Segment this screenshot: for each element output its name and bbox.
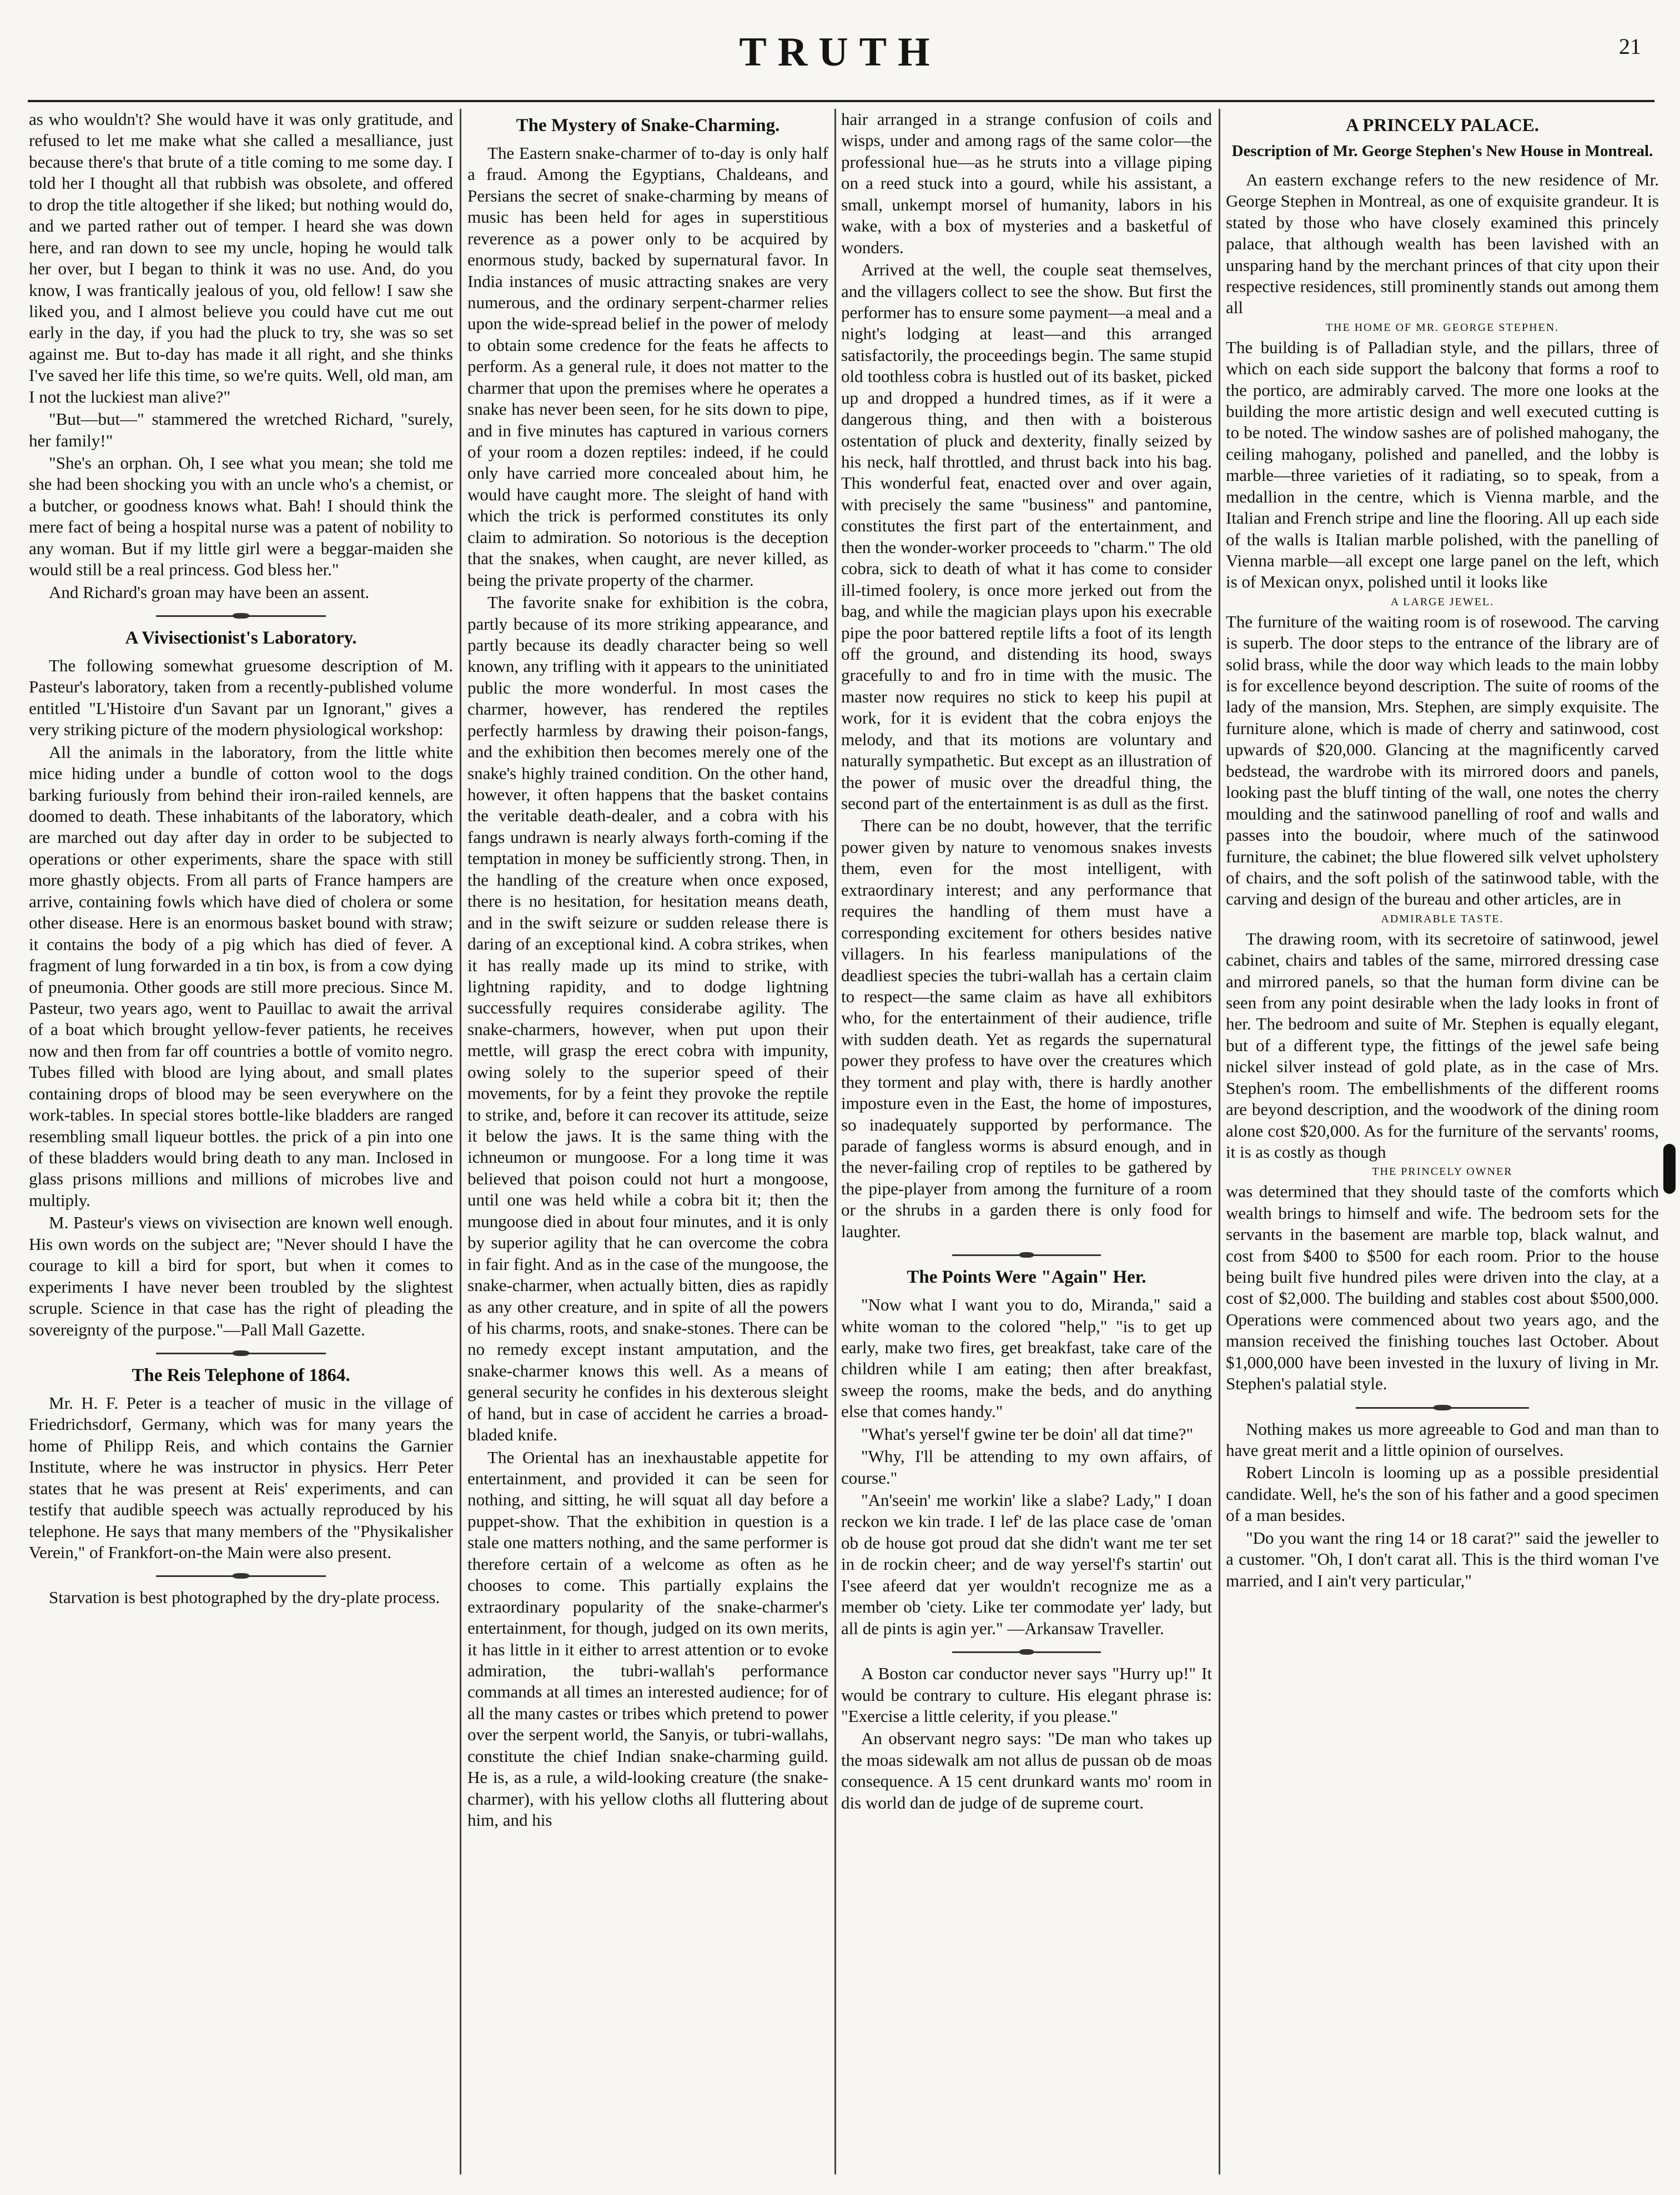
article-divider [156, 615, 326, 617]
article-paragraph: The Eastern snake-charmer of to-day is only half a fraud. Among the Egyptians, Chaldeans, and Persians the secret of snake-charming by means of music has been held for ages in superstitious reverence as a power only to be acquired by enormous study, backed by supernatural favor. In India instances of music attracting snakes are very numerous, and the ordinary serpent-charmer relies upon the wide-spread belief in the power of melody to obtain some credence for the feats he affects to perform. As a general rule, it does not matter to the charmer that upon the premises where he operates a snake has never been seen, for he sits down to pipe, and in five minutes has captured in various corners of your room a dozen reptiles: indeed, if he could only have carried more concealed about him, he would have caught more. The sleight of hand with which the trick is performed constitutes its only claim to admiration. So notorious is the deception that the snakes, when caught, are never killed, as being the private property of the charmer. [467, 143, 828, 590]
column-rule [1219, 109, 1220, 2174]
article-paragraph: was determined that they should taste of the comforts which wealth brings to himself and wife. The bedroom sets for the servants in the basement are marble top, black walnut, and cost from $400 to $500 for each room. Prior to the house being built five hundred piles were driven into the clay, at a cost of $2,000. The building and stables cost about $500,000. Operations were commenced about two years ago, and the mansion received the finishing touches last October. About $1,000,000 have been invested in the luxury of living in Mr. Stephen's palatial style. [1226, 1182, 1659, 1394]
article-paragraph: The furniture of the waiting room is of rosewood. The carving is superb. The door steps to the entrance of the library are of solid brass, while the door way which leads to the main lobby is for excellence beyond description. The suite of rooms of the lady of the mansion, Mrs. Stephen, are simply exquisite. The furniture alone, which is made of cherry and satinwood, cost upwards of $20,000. Glancing at the magnificently carved bedstead, the wardrobe with its mirrored doors and panels, looking past the bluff tinting of the wall, one notes the cherry moulding and the satinwood panelling of roof and walls and passes into the boudoir, where much of the satinwood furniture, the cabinet; the blue flowered silk velvet upholstery of chairs, and the soft polish of the satinwood table, with the carving and design of the bureau and other articles, are in [1226, 611, 1659, 909]
article-title-palace: A PRINCELY PALACE. [1345, 115, 1540, 135]
article-divider [1356, 1407, 1529, 1409]
column-rule [834, 109, 836, 2174]
section-subhead: THE PRINCELY OWNER [1372, 1166, 1513, 1178]
newspaper-title: TRUTH [739, 29, 941, 75]
article-paragraph: Arrived at the well, the couple seat themselves, and the villagers collect to see the show. But first the performer has to ensure some payment—a meal and a night's lodging at least—and this arranged satisfactorily, the proceedings begin. The same stupid old toothless cobra is hustled out of its basket, picked up and dropped a hundred times, as if it were a dangerous thing, and then with a boisterous ostentation of pluck and dexterity, finally seized by his neck, half throttled, and thrust back into his bag. This wonderful feat, enacted over and over again, with precisely the same "business" and pantomine, constitutes the first part of the entertainment, and then the wonder-worker proceeds to "charm." The old cobra, sick to death of what it has come to consider ill-timed foolery, is once more jerked out from the bag, and while the magician plays upon his execrable pipe the poor battered reptile lifts a foot of its length off the ground, and distending its hood, sways gracefully to and fro in time with the music. The master now requires no stick to keep his pupil at work, for it is evident that the cobra enjoys the melody, and that its motions are voluntary and naturally sympathetic. But except as an illustration of the power of music over the dreadful thing, the second part of the entertainment is as dull as the first. [841, 260, 1212, 813]
story-continuation: as who wouldn't? She would have it was only gratitude, and refused to let me make what she called a mesalliance, just because there's that brute of a title coming to me some day. I told her I thought all that rubbish was obsolete, and offered to drop the title altogether if she liked; but nothing would do, and we parted rather out of temper. I heard she was down here, and ran down to see my uncle, hoping he would talk her over, but I began to think it was no use. And, do you know, I was frantically jealous of you, old fellow! I saw she liked you, and I almost believe you could have cut me out early in the day, if you had the pluck to try, she was so set against me. But to-day has made it all right, and she thinks I've saved her life this time, so we're quits. Well, old man, am I not the luckiest man alive?" [29, 109, 453, 406]
binding-mark [1663, 1144, 1676, 1194]
story-paragraph: And Richard's groan may have been an assent. [49, 582, 370, 602]
article-paragraph: "Why, I'll be attending to my own affairs, of course." [841, 1446, 1212, 1488]
column-rule [460, 109, 461, 2174]
article-title-snake-charming: The Mystery of Snake-Charming. [516, 115, 780, 135]
article-title-points: The Points Were "Again" Her. [907, 1267, 1146, 1288]
column-4 [1226, 109, 1659, 2174]
article-paragraph: "Now what I want you to do, Miranda," said a white woman to the colored "help," "is to get up early, make two fires, get breakfast, take care of the children while I am eating; then after breakfast, sweep the rooms, make the beds, and do anything else that comes handy." [841, 1295, 1212, 1422]
article-paragraph: The following somewhat gruesome description of M. Pasteur's laboratory, taken from a recently-published volume entitled "L'Histoire d'un Savant par un Ignorant," gives a very striking picture of the modern physiological workshop: [29, 655, 453, 740]
article-paragraph: The drawing room, with its secretoire of satinwood, jewel cabinet, chairs and tables of the same, mirrored dressing case and mirrored panels, so that the human form divine can be seen from any point desirable when the lady looks in front of her. The bedroom and suite of Mr. Stephen is equally elegant, but of a different type, the fittings of the jewel safe being nickel silver instead of gold plate, as in the case of Mrs. Stephen's room. The embellishments of the different rooms are beyond description, and the woodwork of the dining room alone cost $20,000. As for the furniture of the servants' rooms, it is as costly as though [1226, 928, 1659, 1162]
filler-item: An observant negro says: "De man who takes up the moas sidewalk am not allus de pussan ob de moas consequence. A 15 cent drunkard wants mo' room in dis world dan de judge of de supreme court. [841, 1729, 1212, 1812]
section-subhead: ADMIRABLE TASTE. [1381, 912, 1504, 925]
article-paragraph: Mr. H. F. Peter is a teacher of music in the village of Friedrichsdorf, Germany, which was for many years the home of Philipp Reis, and which contains the Garnier Institute, where he was instructor in physics. Herr Peter states that he was present at Reis' experiments, and can testify that audible speech was actually reproduced by his telephone. He says that many members of the "Physikalisher Verein," of Frankfort-on-the Main were also present. [29, 1393, 453, 1562]
article-title-reis: The Reis Telephone of 1864. [132, 1365, 350, 1385]
column-2 [467, 109, 828, 2174]
article-paragraph: An eastern exchange refers to the new residence of Mr. George Stephen in Montreal, as one of exquisite grandeur. It is stated by those who have closely examined this princely palace, that although wealth has been lavished with an unsparing hand by the merchant princes of that city upon their respective residences, still prominently stands out among them all [1226, 169, 1659, 318]
column-3 [841, 109, 1212, 2174]
article-divider [952, 1651, 1100, 1653]
column-1 [29, 109, 453, 2174]
masthead-rule [28, 100, 1654, 102]
article-paragraph: M. Pasteur's views on vivisection are known well enough. His own words on the subject are; "Never should I have the courage to kill a bird for sport, but when it comes to experiments I have never been troubled by the slightest scruple. Science in that case has the right of pleading the sovereignty of the purpose."—Pall Mall Gazette. [29, 1213, 453, 1339]
story-paragraph: "She's an orphan. Oh, I see what you mean; she told me she had been shocking you with an uncle who's a chemist, or a butcher, or goodness knows what. Bah! I should think the mere fact of being a hospital nurse was a patent of nobility to any woman. But if my little girl were a beggar-maiden she would still be a real princess. God bless her." [29, 453, 453, 580]
article-paragraph: "An'seein' me workin' like a slabe? Lady," I doan reckon we kin trade. I lef' de las place case de 'oman ob de house got proud dat she didn't want me ter set in de rockin cheer; and de way yersel'f's startin' out I'see afeerd dat yer wouldn't recognize me as a member ob 'ciety. Like ter commodate yer' lady, but all de pints is agin yer." —Arkansaw Traveller. [841, 1490, 1212, 1638]
article-subtitle: Description of Mr. George Stephen's New House in Montreal. [1231, 142, 1653, 160]
article-paragraph: "What's yersel'f gwine ter be doin' all dat time?" [861, 1424, 1194, 1444]
article-divider [952, 1254, 1100, 1256]
filler-item: Robert Lincoln is looming up as a possible presidential candidate. Well, he's the son of his father and a good specimen of a man besides. [1226, 1463, 1659, 1525]
filler-item: "Do you want the ring 14 or 18 carat?" said the jeweller to a customer. "Oh, I don't carat all. This is the third woman I've married, and I ain't very particular," [1226, 1528, 1659, 1590]
page-number: 21 [1619, 34, 1641, 59]
article-title-vivisection: A Vivisectionist's Laboratory. [125, 628, 357, 649]
filler-item: Nothing makes us more agreeable to God and man than to have great merit and a little opinion of ourselves. [1226, 1419, 1659, 1460]
article-paragraph: There can be no doubt, however, that the terrific power given by nature to venomous snakes invests them, even for the most intelligent, with extraordinary interest; and any performance that requires the handling of them must have a corresponding excitement for others besides native villagers. In his fearless manipulations of the deadliest species the tubri-wallah has a certain claim to respect—the same claim as have all exhibitors who, for the entertainment of their audience, trifle with sudden death. Yet as regards the supernatural power they profess to have over the creatures which they torment and play with, there is hardly another imposture even in the East, the home of impostures, so inadequately supported by performance. The parade of fangless worms is absurd enough, and in the never-failing crop of reptiles to be gathered by the pipe-player from among the furniture of a room or the shrubs in a garden there is only food for laughter. [841, 816, 1212, 1241]
story-paragraph: "But—but—" stammered the wretched Richard, "surely, her family!" [29, 409, 453, 450]
article-divider [156, 1353, 326, 1354]
filler-item: Starvation is best photographed by the dry-plate process. [49, 1588, 440, 1608]
article-paragraph: All the animals in the laboratory, from the little white mice hiding under a bundle of cotton wool to the dogs barking furiously from behind their iron-railed kennels, are doomed to death. These inhabitants of the laboratory, which are marched out day after day in order to be subjected to operations or other experiments, share the space with still more ghastly objects. From all parts of France hampers are arrive, containing fowls which have died of cholera or some other disease. Here is an enormous basket bound with straw; it contains the body of a pig which has died of fever. A fragment of lung forwarded in a tin box, is from a cow dying of pneumonia. Other goods are still more precious. Since M. Pasteur, two years ago, went to Pauillac to await the arrival of a boat which brought yellow-fever patients, he receives now and then from far off countries a bottle of vomito negro. Tubes filled with blood are lying about, and small plates containing drops of blood may be seen everywhere on the work-tables. In special stores bottle-like bladders are ranged resembling small liqueur bottles. the prick of a pin into one of these bladders would bring death to any man. Inclosed in glass prisons millions and millions of microbes live and multiply. [29, 742, 453, 1210]
filler-item: A Boston car conductor never says "Hurry up!" It would be contrary to culture. His elegant phrase is: "Exercise a little celerity, if you please." [841, 1664, 1212, 1726]
masthead [28, 6, 1652, 89]
article-paragraph: The favorite snake for exhibition is the cobra, partly because of its more striking appearance, and partly because its deadly character being so well known, any trifling with it appears to the uninitiated public the more wonderful. In most cases the charmer, however, has rendered the reptiles perfectly harmless by drawing their poison-fangs, and the exhibition then becomes merely one of the snake's highly trained condition. On the other hand, however, it often happens that the basket contains the veritable death-dealer, and a cobra with his fangs undrawn is nearly always forth-coming if the temptation in money be sufficiently strong. Then, in the handling of the creature when once exposed, there is no hesitation, for hesitation means death, and in the swift seizure or sudden release there is daring of an exceptional kind. A cobra strikes, when it has really made up its mind to strike, with lightning rapidity, and to dodge lightning successfully requires considerabe agility. The snake-charmers, however, when put upon their mettle, will grasp the erect cobra with impunity, owing solely to the superior speed of their movements, for by a feint they provoke the reptile to strike, and, before it can recover its attitude, seize it below the jaws. It is the same thing with the ichneumon or mungoose. For a long time it was believed that poison could not hurt a mongoose, until one was held while a cobra bit it; then the mungoose died in about four minutes, and it is only by superior agility that he can overcome the cobra in fair fight. And as in the case of the mungoose, the snake-charmer, when actually bitten, dies as rapidly as any other creature, and in spite of all the powers of his charms, roots, and snake-stones. There can be no remedy except instant amputation, and the snake-charmer knows this well. As a means of general security he confides in his dexterous sleight of hand, but in case of accident he carries a broad-bladed knife. [467, 592, 828, 1445]
article-paragraph: The Oriental has an inexhaustable appetite for entertainment, and provided it can be seen for nothing, and sitting, he will squat all day before a puppet-show. That the exhibition in question is a stale one matters nothing, and the same performer is therefore certain of a welcome as often as he chooses to come. This partially explains the extraordinary popularity of the snake-charmer's entertainment, for though, judged on its own merits, it has little in it either to arrest attention or to evoke admiration, the tubri-wallah's performance commands at all times an interested audience; for of all the many castes or tribes which pretend to power over the serpent world, the Sanyis, or tubri-wallahs, constitute the chief Indian snake-charming guild. He is, as a rule, a wild-looking creature (the snake-charmer), with his yellow cloths all fluttering about him, and his [467, 1447, 828, 1830]
article-continuation: hair arranged in a strange confusion of coils and wisps, under and among rags of the same color—the professional hue—as he struts into a village piping on a reed stuck into a gourd, while his assistant, a small, unkempt morsel of humanity, labors in his wake, with a box of mysteries and a basketful of wonders. [841, 109, 1212, 257]
section-subhead: A LARGE JEWEL. [1390, 595, 1495, 608]
article-paragraph: The building is of Palladian style, and the pillars, three of which on each side support the balcony that forms a roof to the portico, are admirably carved. The more one looks at the building the more artistic design and well executed cutting is to be noted. The window sashes are of polished mahogany, the ceiling mahogany, polished and panelled, and the lobby is marble—three varieties of it radiating, so to speak, from a medallion in the centre, which is Vienna marble, and the Italian and French stripe and line the flooring. All up each side of the walls is Italian marble polished, with the panelling of Vienna marble—all except one large panel on the left, which is of Mexican onyx, polished until it looks like [1226, 337, 1659, 592]
article-divider [156, 1575, 326, 1577]
section-subhead: THE HOME OF MR. GEORGE STEPHEN. [1325, 321, 1560, 334]
